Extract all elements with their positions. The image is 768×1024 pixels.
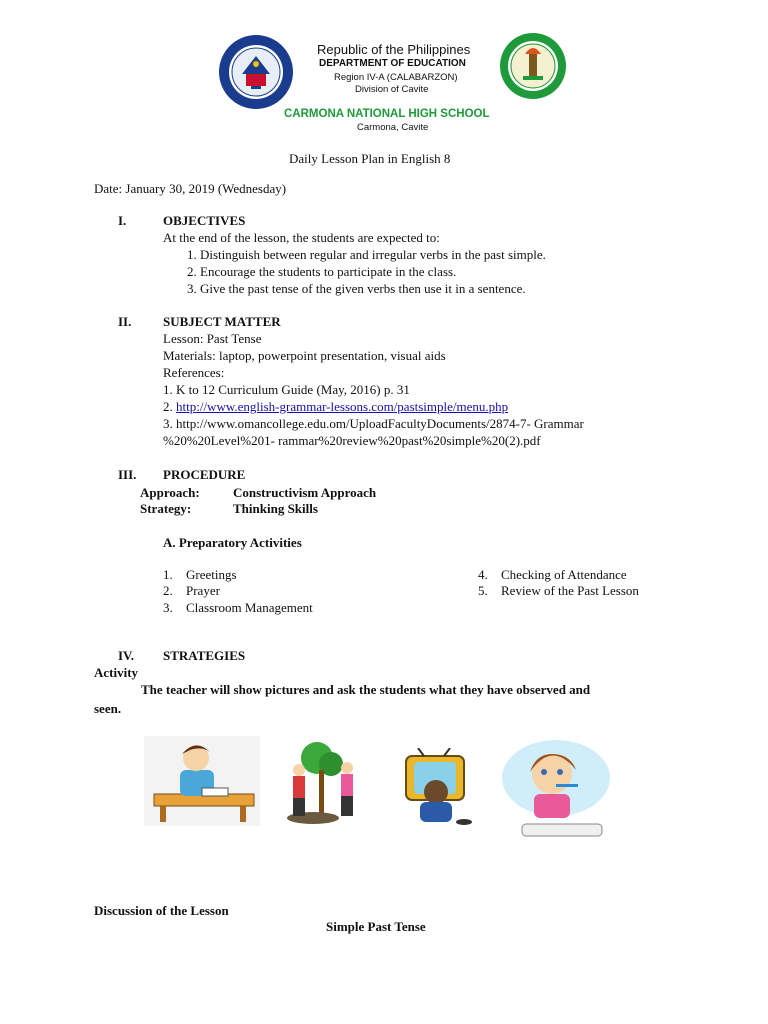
procedure-heading: PROCEDURE [163, 467, 246, 482]
prep-item-num: 4. [478, 567, 488, 582]
activity-label: Activity [94, 665, 139, 680]
prep-item-num: 1. [163, 567, 173, 582]
prep-item-num: 2. [163, 583, 173, 598]
lesson-date: Date: January 30, 2019 (Wednesday) [94, 181, 287, 196]
prep-item-text: Greetings [186, 567, 237, 582]
strategies-number: IV. [118, 648, 135, 663]
objective-item: 1. Distinguish between regular and irregular verbs in the past simple. [187, 247, 546, 262]
prep-item-text: Prayer [186, 583, 220, 598]
strategy-value: Thinking Skills [233, 501, 318, 516]
reference-1: 1. K to 12 Curriculum Guide (May, 2016) p. 31 [163, 382, 410, 397]
strategy-label: Strategy: [140, 501, 192, 516]
discussion-topic: Simple Past Tense [326, 919, 426, 934]
region-line: Region IV-A (CALABARZON) [334, 72, 458, 83]
school-name: CARMONA NATIONAL HIGH SCHOOL [284, 108, 490, 120]
materials-line: Materials: laptop, powerpoint presentation, visual aids [163, 348, 446, 363]
picture-watching-tv [384, 748, 488, 828]
lesson-plan-title: Daily Lesson Plan in English 8 [289, 151, 451, 166]
prep-item-num: 3. [163, 600, 173, 615]
department-line: DEPARTMENT OF EDUCATION [319, 58, 466, 69]
objectives-intro: At the end of the lesson, the students are expected to: [163, 230, 440, 245]
reference-2-link[interactable]: http://www.english-grammar-lessons.com/pastsimple/menu.php [176, 399, 509, 414]
prep-item-text: Classroom Management [186, 600, 313, 615]
prep-item-text: Review of the Past Lesson [501, 583, 639, 598]
activity-instruction-2: seen. [94, 701, 122, 716]
school-location: Carmona, Cavite [357, 122, 429, 133]
deped-seal-lettering [222, 104, 250, 105]
prep-item-num: 5. [478, 583, 488, 598]
objectives-number: I. [118, 213, 127, 228]
objectives-heading: OBJECTIVES [163, 213, 246, 228]
preparatory-heading: A. Preparatory Activities [163, 535, 302, 550]
procedure-number: III. [118, 467, 137, 482]
subject-matter-number: II. [118, 314, 132, 329]
school-seal-lettering [505, 96, 523, 97]
deped-seal [218, 34, 294, 110]
approach-value: Constructivism Approach [233, 485, 377, 500]
school-seal [499, 32, 567, 100]
activity-instruction-1: The teacher will show pictures and ask the students what they have observed and [141, 682, 591, 697]
reference-3-line-2: %20%20Level%201- rammar%20review%20past%20simple%20(2).pdf [163, 433, 541, 448]
strategies-heading: STRATEGIES [163, 648, 246, 663]
discussion-label: Discussion of the Lesson [94, 903, 229, 918]
prep-item-text: Checking of Attendance [501, 567, 627, 582]
reference-2 [163, 399, 508, 415]
picture-planting-tree [273, 736, 369, 828]
republic-line: Republic of the Philippines [317, 42, 471, 57]
subject-matter-heading: SUBJECT MATTER [163, 314, 281, 329]
reference-2-prefix: 2. [163, 399, 176, 414]
division-line: Division of Cavite [355, 84, 429, 95]
approach-label: Approach: [140, 485, 200, 500]
objective-item: 3. Give the past tense of the given verbs then use it in a sentence. [187, 281, 526, 296]
reference-3-line-1: 3. http://www.omancollege.edu.om/UploadFacultyDocuments/2874-7- Grammar [163, 416, 584, 431]
objective-item: 2. Encourage the students to participate in the class. [187, 264, 457, 279]
picture-boy-reading [144, 736, 260, 826]
lesson-line: Lesson: Past Tense [163, 331, 262, 346]
references-label: References: [163, 365, 225, 380]
picture-girl-brushing-teeth [496, 738, 616, 842]
